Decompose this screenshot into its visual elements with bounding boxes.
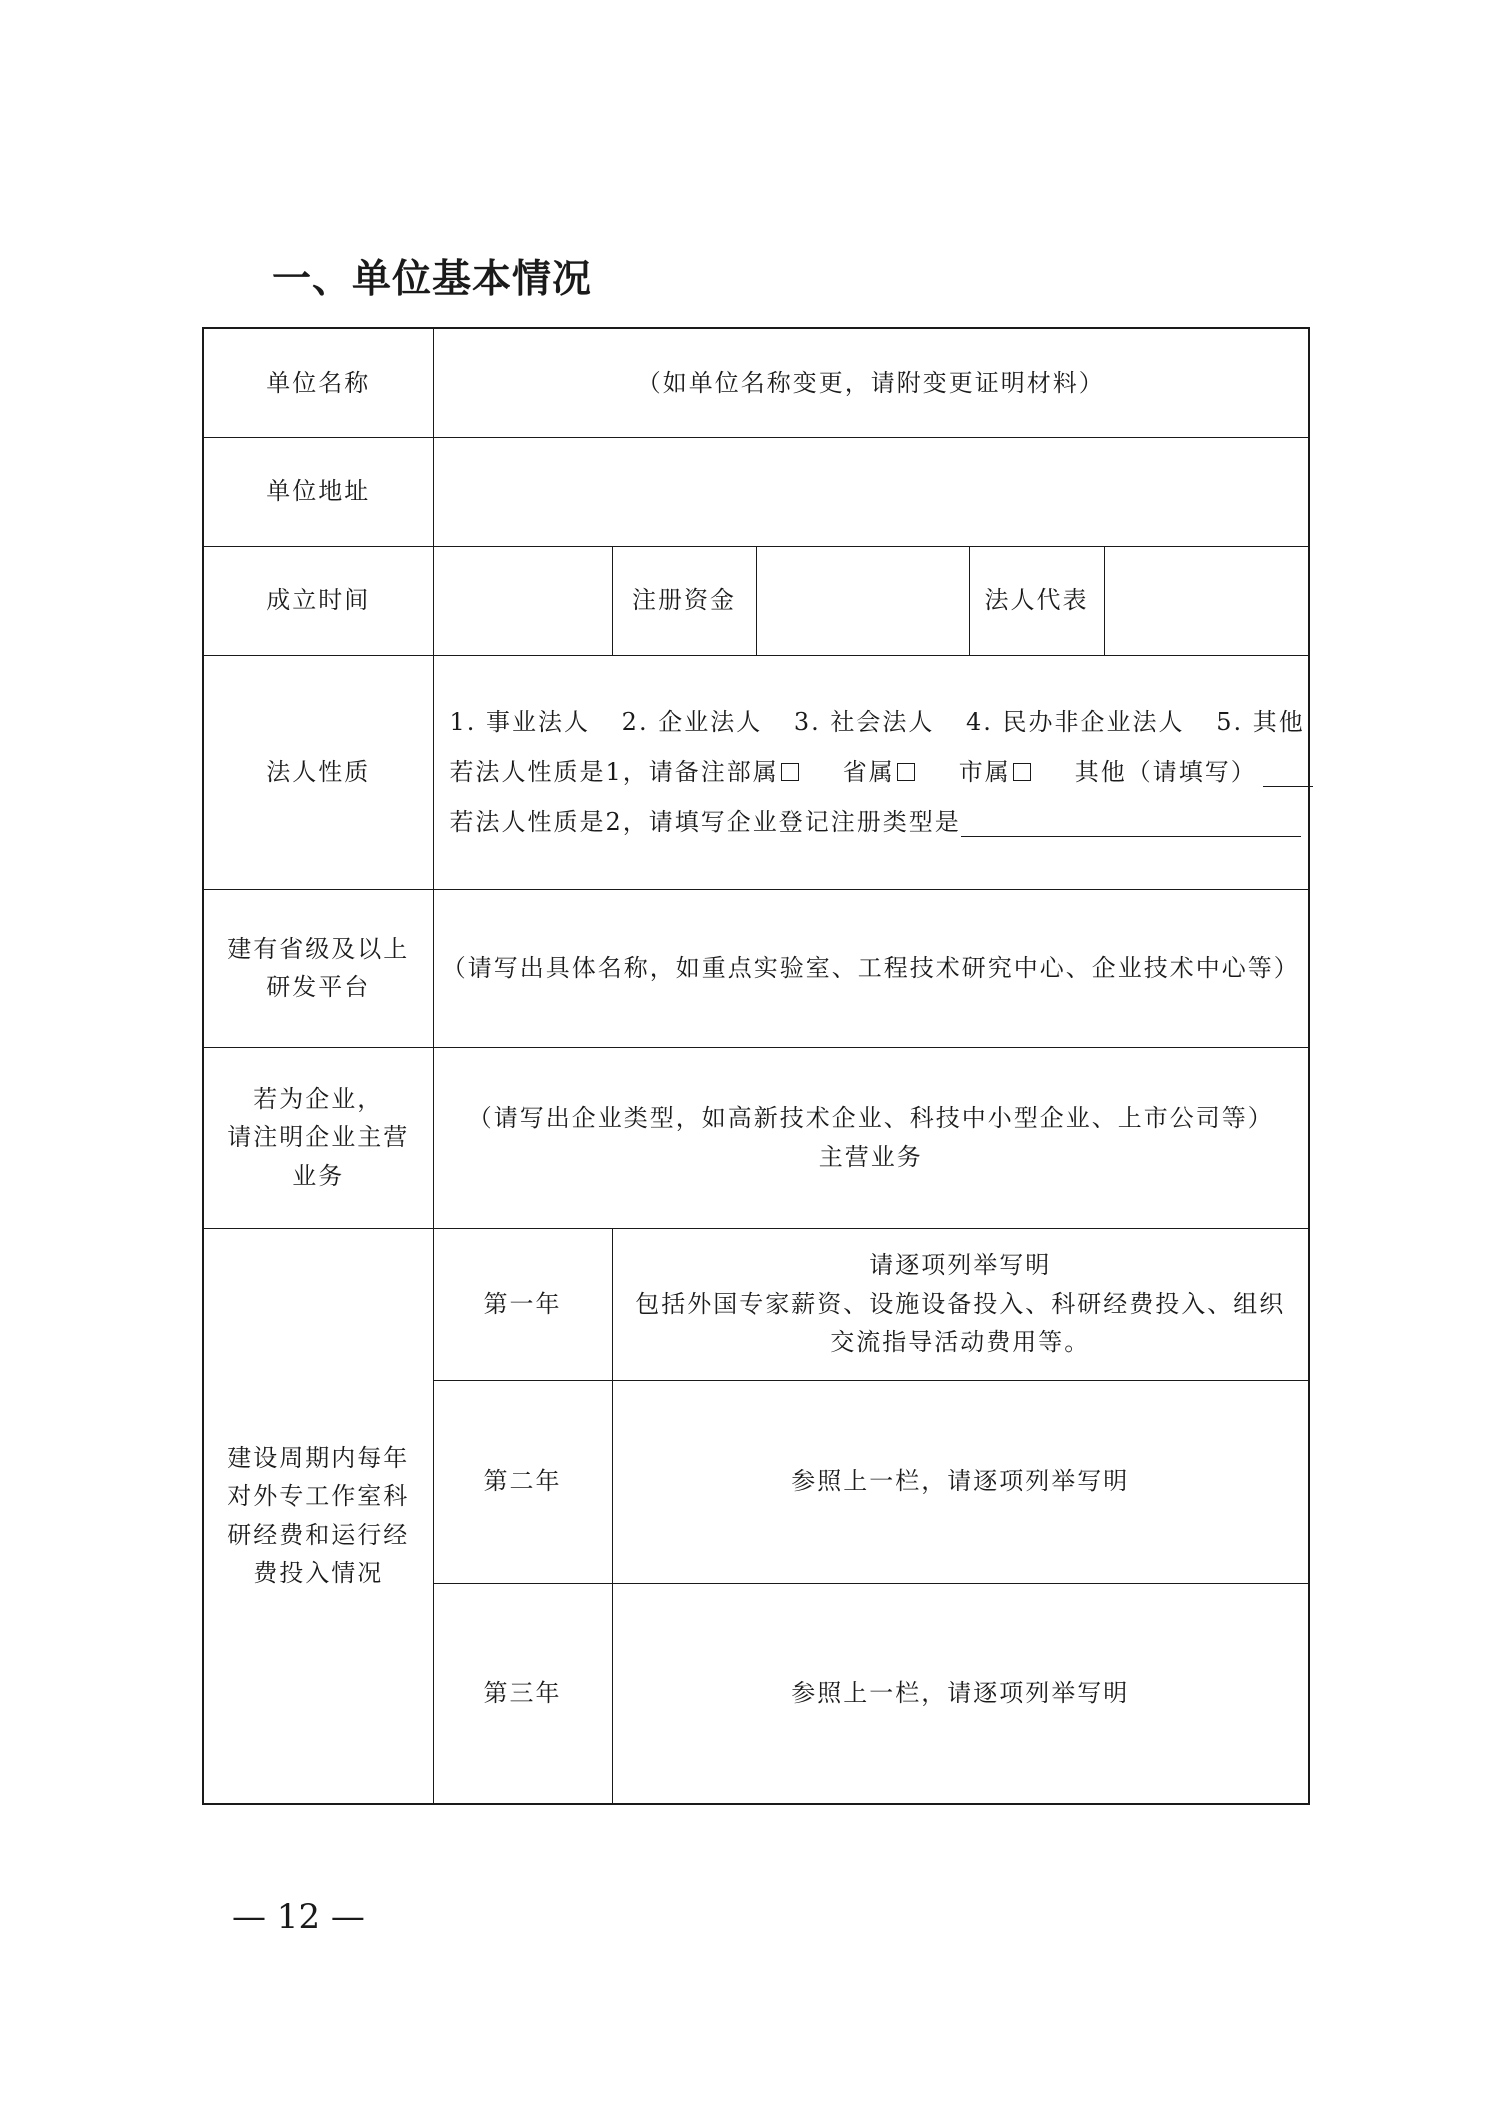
year1-label: 第一年 xyxy=(433,1228,612,1380)
option-enterprise[interactable]: 2. 企业法人 xyxy=(621,708,763,736)
year1-field[interactable] xyxy=(612,1228,1309,1380)
platform-field[interactable] xyxy=(433,889,1309,1047)
affiliation-prefix: 若法人性质是1，请备注部属 xyxy=(449,758,779,786)
funding-label xyxy=(203,1228,433,1804)
enterprise-label xyxy=(203,1047,433,1228)
funding-label-line1: 建设周期内每年 xyxy=(227,1443,410,1472)
funding-label-line4: 费投入情况 xyxy=(253,1559,384,1588)
affiliation-line xyxy=(450,747,1297,797)
year3-label: 第三年 xyxy=(433,1583,612,1804)
year2-field[interactable] xyxy=(612,1380,1309,1583)
option-social-legal-person[interactable]: 3. 社会法人 xyxy=(793,708,935,736)
legal-nature-label: 法人性质 xyxy=(203,655,433,889)
section-title: 一、单位基本情况 xyxy=(272,257,593,302)
enterprise-label-line3: 业务 xyxy=(292,1161,345,1190)
unit-name-row xyxy=(203,328,1309,437)
funding-year1-row xyxy=(203,1228,1309,1380)
option-public-institution[interactable]: 1. 事业法人 xyxy=(449,708,591,736)
municipal-label: 市属 xyxy=(958,758,1011,786)
establishment-row xyxy=(203,546,1309,655)
option-private-non-enterprise[interactable]: 4. 民办非企业法人 xyxy=(966,708,1185,736)
year1-hint-line1: 请逐项列举写明 xyxy=(869,1251,1052,1280)
other-affiliation-blank[interactable] xyxy=(1263,760,1313,787)
platform-label xyxy=(203,889,433,1047)
registration-type-line xyxy=(450,797,1297,847)
legal-nature-options xyxy=(449,697,1305,747)
year1-hint-line3: 交流指导活动费用等。 xyxy=(830,1328,1091,1357)
funding-label-line3: 研经费和运行经 xyxy=(227,1520,410,1549)
enterprise-field[interactable] xyxy=(433,1047,1309,1228)
unit-address-label: 单位地址 xyxy=(203,437,433,546)
legal-rep-label: 法人代表 xyxy=(969,546,1104,655)
enterprise-hint-line1: （请写出企业类型，如高新技术企业、科技中小型企业、上市公司等） xyxy=(467,1104,1274,1133)
platform-row xyxy=(203,889,1309,1047)
legal-nature-field xyxy=(433,655,1309,889)
legal-nature-row xyxy=(203,655,1309,889)
founded-date-field[interactable] xyxy=(433,546,612,655)
unit-name-field[interactable] xyxy=(433,328,1309,437)
enterprise-label-line2: 请注明企业主营 xyxy=(227,1123,410,1152)
year2-hint: 参照上一栏，请逐项列举写明 xyxy=(791,1467,1130,1496)
enterprise-row xyxy=(203,1047,1309,1228)
other-affiliation-label: 其他（请填写） xyxy=(1074,758,1257,786)
registration-type-prefix: 若法人性质是2，请填写企业登记注册类型是 xyxy=(449,808,961,836)
ministry-affiliation-checkbox[interactable] xyxy=(781,763,799,781)
provincial-checkbox[interactable] xyxy=(897,763,915,781)
provincial-label: 省属 xyxy=(842,758,895,786)
unit-address-field[interactable] xyxy=(433,437,1309,546)
funding-label-line2: 对外专工作室科 xyxy=(227,1482,410,1511)
option-other[interactable]: 5. 其他 xyxy=(1216,708,1305,736)
enterprise-hint-line2: 主营业务 xyxy=(818,1142,923,1171)
year1-hint-line2: 包括外国专家薪资、设施设备投入、科研经费投入、组织 xyxy=(635,1289,1286,1318)
enterprise-label-line1: 若为企业， xyxy=(253,1084,384,1113)
registration-type-blank[interactable] xyxy=(961,810,1301,837)
unit-address-row xyxy=(203,437,1309,546)
platform-label-line2: 研发平台 xyxy=(266,973,371,1001)
registered-capital-field[interactable] xyxy=(756,546,969,655)
year3-hint: 参照上一栏，请逐项列举写明 xyxy=(791,1679,1130,1708)
legal-rep-field[interactable] xyxy=(1104,546,1309,655)
platform-label-line1: 建有省级及以上 xyxy=(227,934,410,963)
unit-name-label: 单位名称 xyxy=(203,328,433,437)
year2-label: 第二年 xyxy=(433,1380,612,1583)
year3-field[interactable] xyxy=(612,1583,1309,1804)
unit-basic-info-table xyxy=(202,327,1310,1805)
page-number: — 12 — xyxy=(232,1897,365,1937)
unit-name-hint: （如单位名称变更，请附变更证明材料） xyxy=(636,368,1105,397)
registered-capital-label: 注册资金 xyxy=(612,546,756,655)
platform-hint: （请写出具体名称，如重点实验室、工程技术研究中心、企业技术中心等） xyxy=(441,953,1300,982)
municipal-checkbox[interactable] xyxy=(1013,763,1031,781)
founded-date-label: 成立时间 xyxy=(203,546,433,655)
